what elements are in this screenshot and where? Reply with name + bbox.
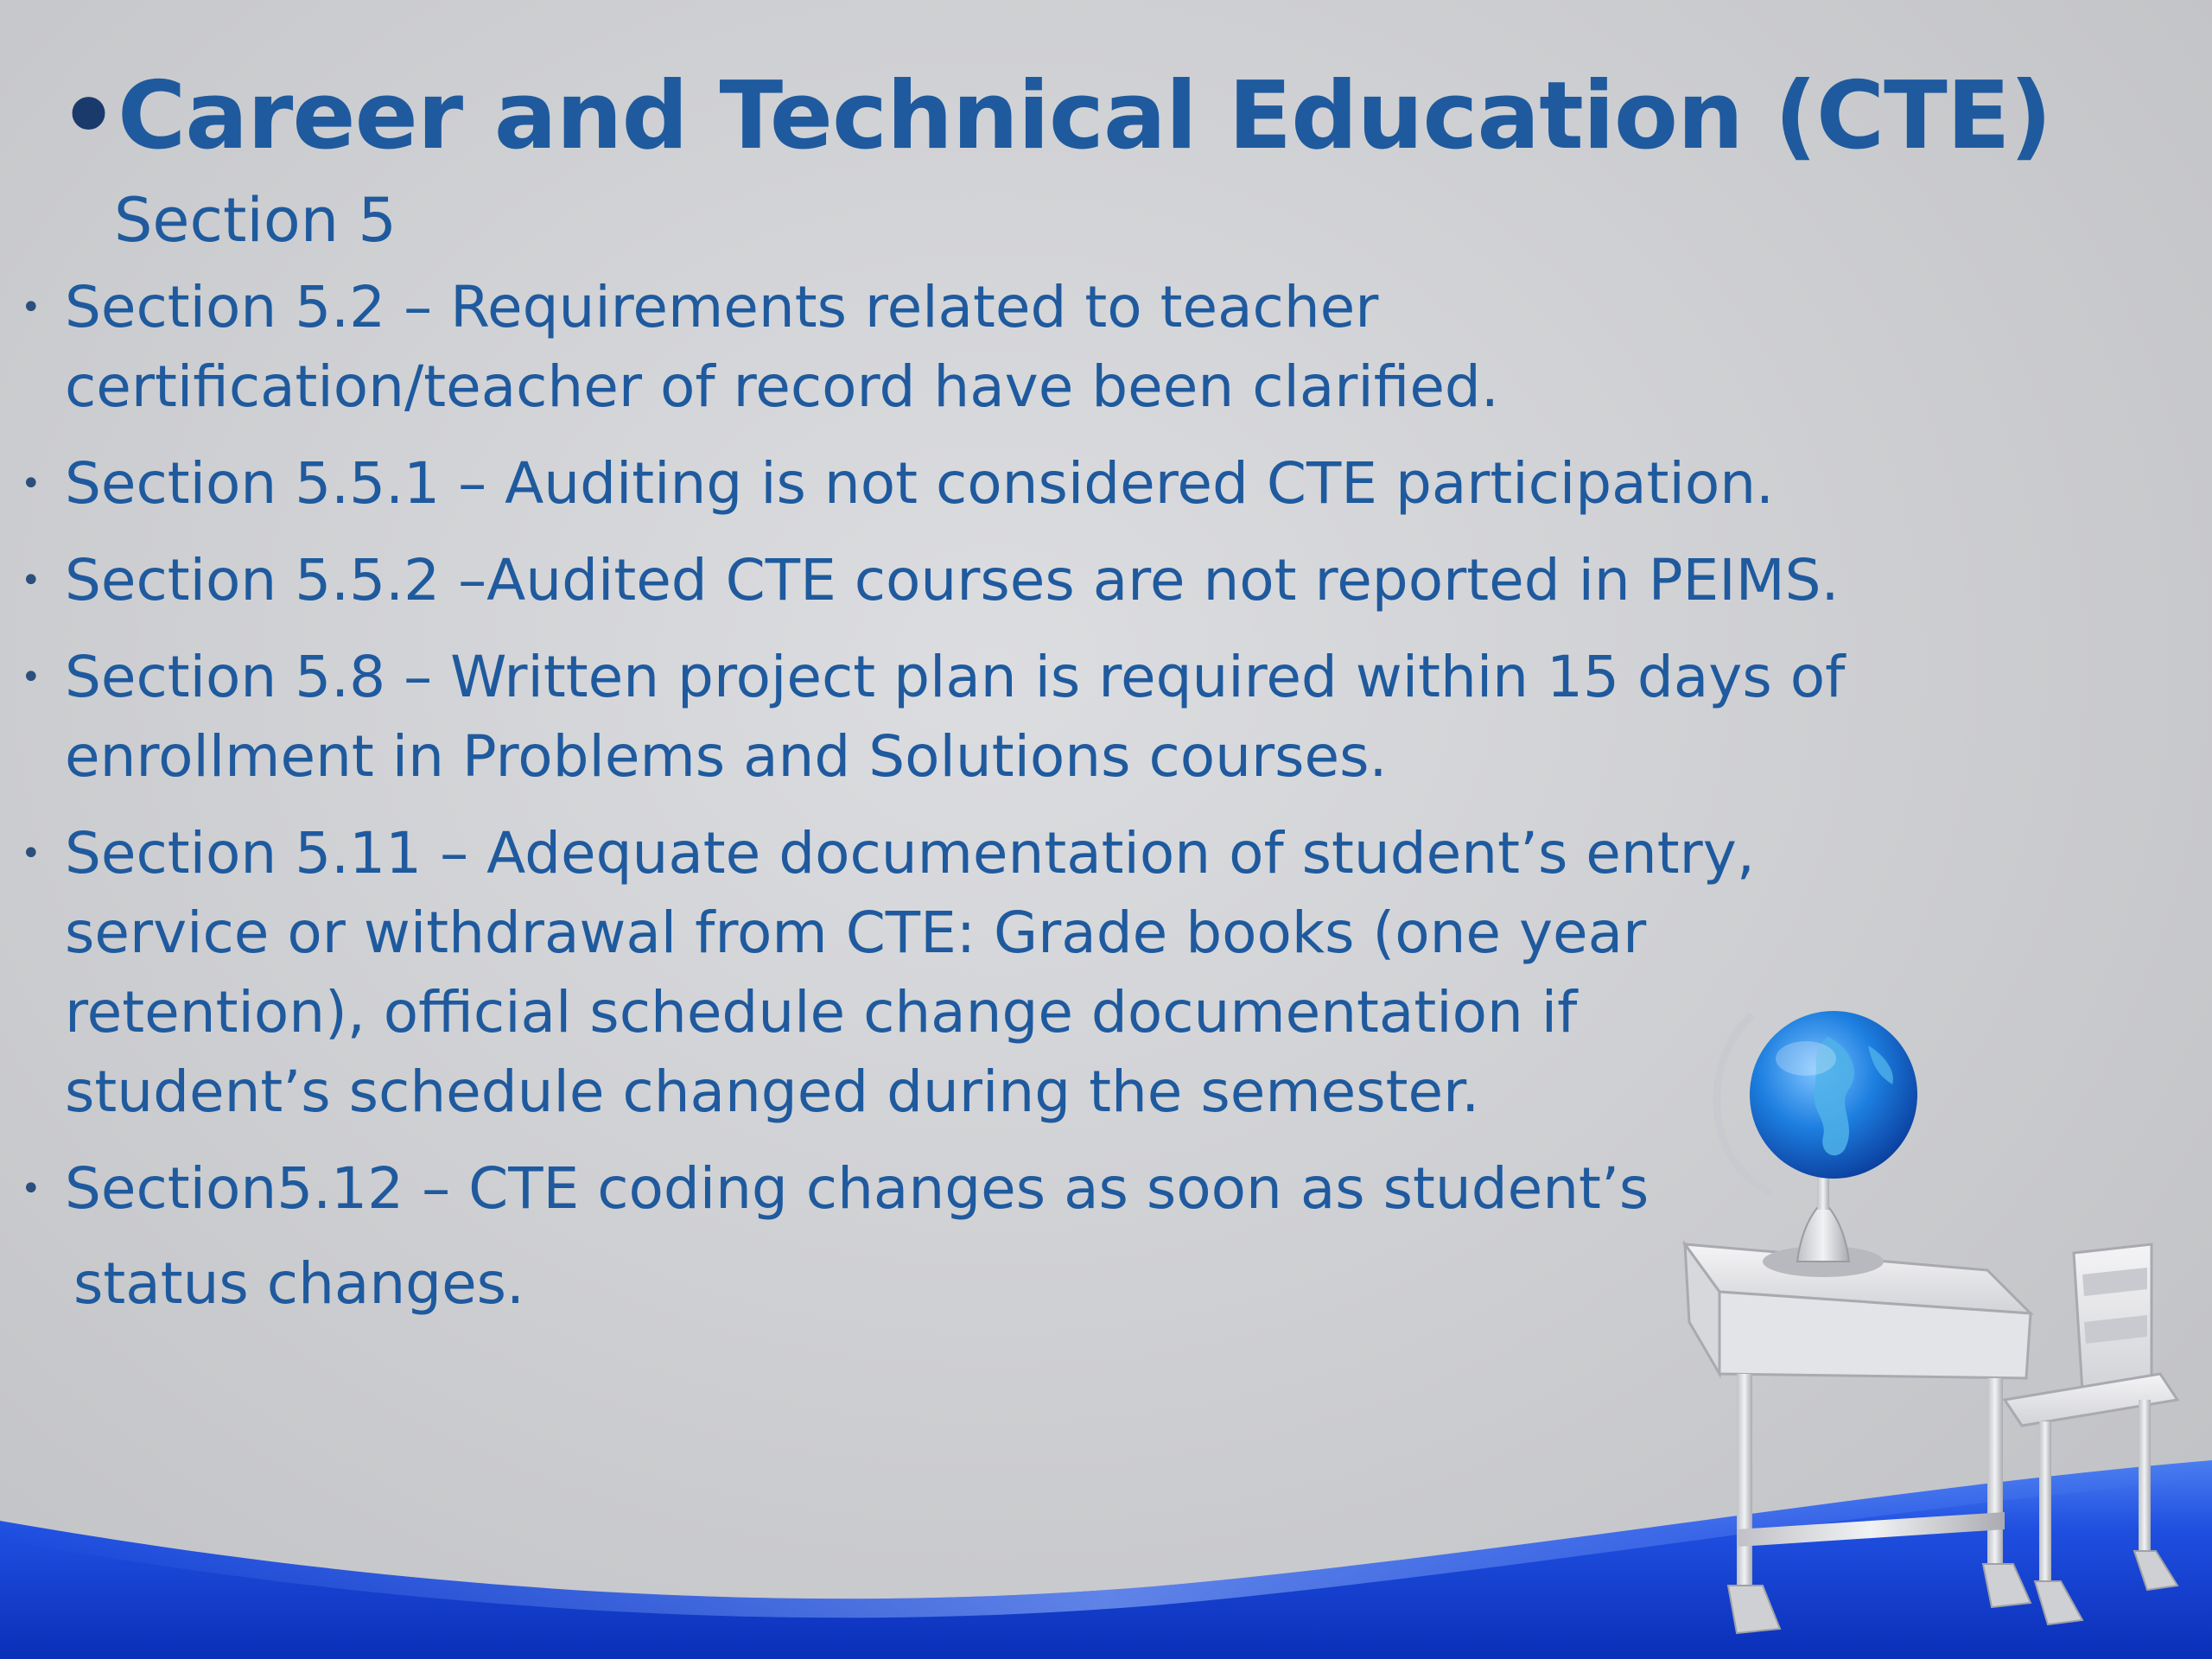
bullet-item-5-8 xyxy=(17,638,1970,797)
title-bullet: • xyxy=(59,62,118,170)
bullet-line: Section 5.5.2 –Audited CTE courses are not reported in PEIMS. xyxy=(65,547,1840,613)
bullet-item-5-2 xyxy=(17,268,1970,427)
bullet-dot: • xyxy=(21,658,41,697)
bullet-line: student’s schedule changed during the semester. xyxy=(65,1058,1480,1125)
bullet-dot: • xyxy=(21,561,41,601)
chair-icon xyxy=(2005,1244,2177,1624)
bullet-line: Section 5.8 – Written project plan is required within 15 days of xyxy=(65,644,1846,710)
bullet-line: Section 5.11 – Adequate documentation of student’s entry, xyxy=(65,820,1755,887)
bullet-item-5-5-2 xyxy=(17,541,1970,620)
bullet-dot: • xyxy=(21,1169,41,1209)
bullet-line: certification/teacher of record have been clarified. xyxy=(65,353,1499,420)
bullet-dot: • xyxy=(21,288,41,327)
desk-icon xyxy=(1685,1244,2031,1633)
bullet-line: status changes. xyxy=(73,1250,525,1317)
bullet-line: Section 5.5.1 – Auditing is not considered CTE participation. xyxy=(65,450,1775,517)
bullet-dot: • xyxy=(21,834,41,874)
bullet-line: Section5.12 – CTE coding changes as soon as student’s xyxy=(65,1155,1649,1222)
bullet-line: retention), official schedule change documentation if xyxy=(65,979,1578,1046)
bullet-line: service or withdrawal from CTE: Grade books (one year xyxy=(65,899,1647,966)
bullet-line: Section 5.2 – Requirements related to teacher xyxy=(65,274,1379,340)
bullet-line: enrollment in Problems and Solutions courses. xyxy=(65,723,1388,790)
bullet-dot: • xyxy=(21,464,41,504)
bullet-item-5-5-1 xyxy=(17,444,1970,524)
slide-subtitle: Section 5 xyxy=(114,185,397,256)
slide-title xyxy=(59,52,2051,181)
title-text: Career and Technical Education (CTE) xyxy=(118,62,2051,170)
globe-desk-illustration xyxy=(1642,976,2212,1659)
globe-icon xyxy=(1717,1011,1917,1277)
